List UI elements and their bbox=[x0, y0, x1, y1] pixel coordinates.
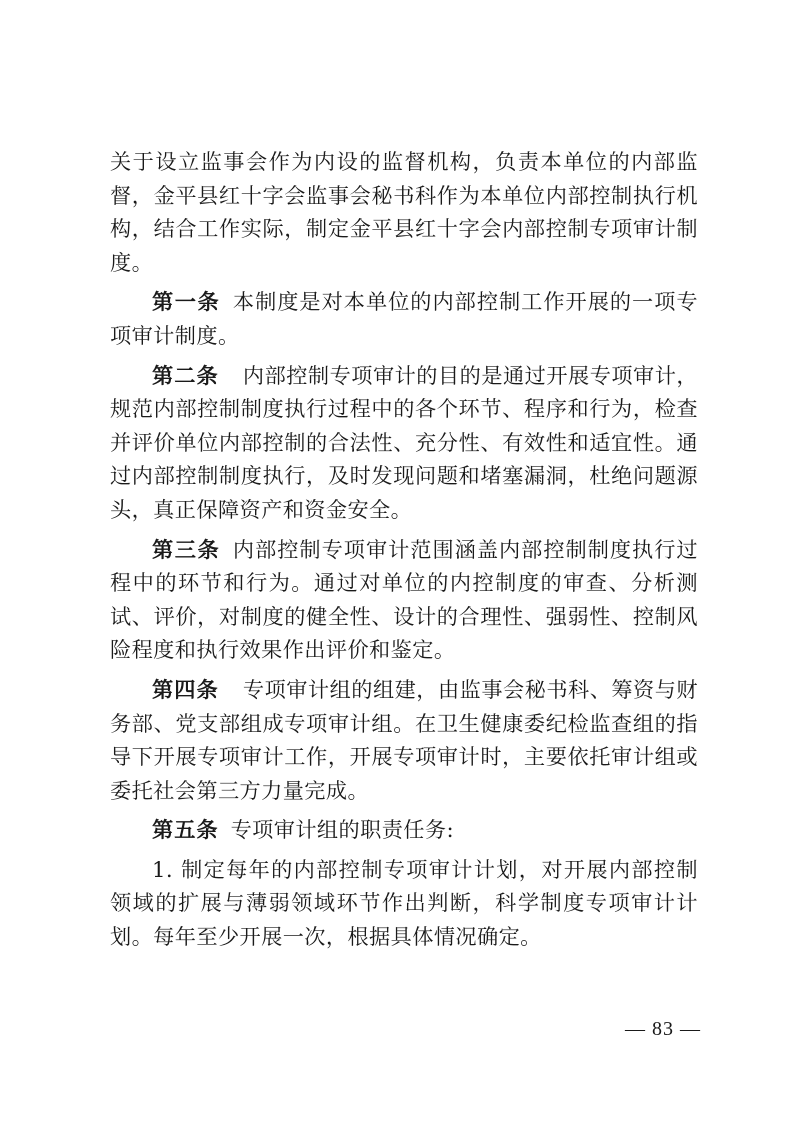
paragraph-text: 1. 制定每年的内部控制专项审计计划，对开展内部控制领域的扩展与薄弱领域环节作出判断，科学制度专项审计计划。每年至少开展一次，根据具体情况确定。 bbox=[110, 856, 698, 950]
paragraph-text: 内部控制专项审计范围涵盖内部控制制度执行过程中的环节和行为。通过对单位的内控制度的审查、分析测试、评价，对制度的健全性、设计的合理性、强弱性、控制风险程度和执行效果作出评价和鉴定。 bbox=[110, 536, 698, 663]
paragraph-text: 关于设立监事会作为内设的监督机构，负责本单位的内部监督，金平县红十字会监事会秘书科作为本单位内部控制执行机构，结合工作实际，制定金平县红十字会内部控制专项审计制度。 bbox=[110, 149, 698, 275]
list-item-1 bbox=[110, 853, 698, 954]
article-1-paragraph bbox=[110, 285, 698, 352]
page-number: — 83 — bbox=[625, 1018, 701, 1040]
article-heading: 第三条 bbox=[152, 536, 221, 562]
paragraph-text: 专项审计组的组建，由监事会秘书科、筹资与财务部、党支部组成专项审计组。在卫生健康委纪检监查组的指导下开展专项审计工作，开展专项审计时，主要依托审计组或委托社会第三方力量完成。 bbox=[110, 676, 698, 803]
article-2-paragraph bbox=[110, 359, 698, 527]
article-heading: 第二条 bbox=[152, 362, 219, 388]
article-heading: 第四条 bbox=[152, 676, 219, 702]
article-5-paragraph bbox=[110, 813, 698, 847]
document-body bbox=[110, 145, 698, 960]
article-heading: 第五条 bbox=[152, 817, 219, 843]
paragraph-text: 本制度是对本单位的内部控制工作开展的一项专项审计制度。 bbox=[110, 289, 698, 348]
paragraph-text: 内部控制专项审计的目的是通过开展专项审计，规范内部控制制度执行过程中的各个环节、程序和行为，检查并评价单位内部控制的合法性、充分性、有效性和适宜性。通过内部控制制度执行，及时发现问题和堵塞漏洞，杜绝问题源头，真正保障资产和资金安全。 bbox=[110, 362, 698, 522]
article-4-paragraph bbox=[110, 673, 698, 807]
intro-paragraph bbox=[110, 145, 698, 279]
article-heading: 第一条 bbox=[152, 289, 221, 315]
article-3-paragraph bbox=[110, 533, 698, 667]
paragraph-text: 专项审计组的职责任务: bbox=[230, 817, 454, 843]
